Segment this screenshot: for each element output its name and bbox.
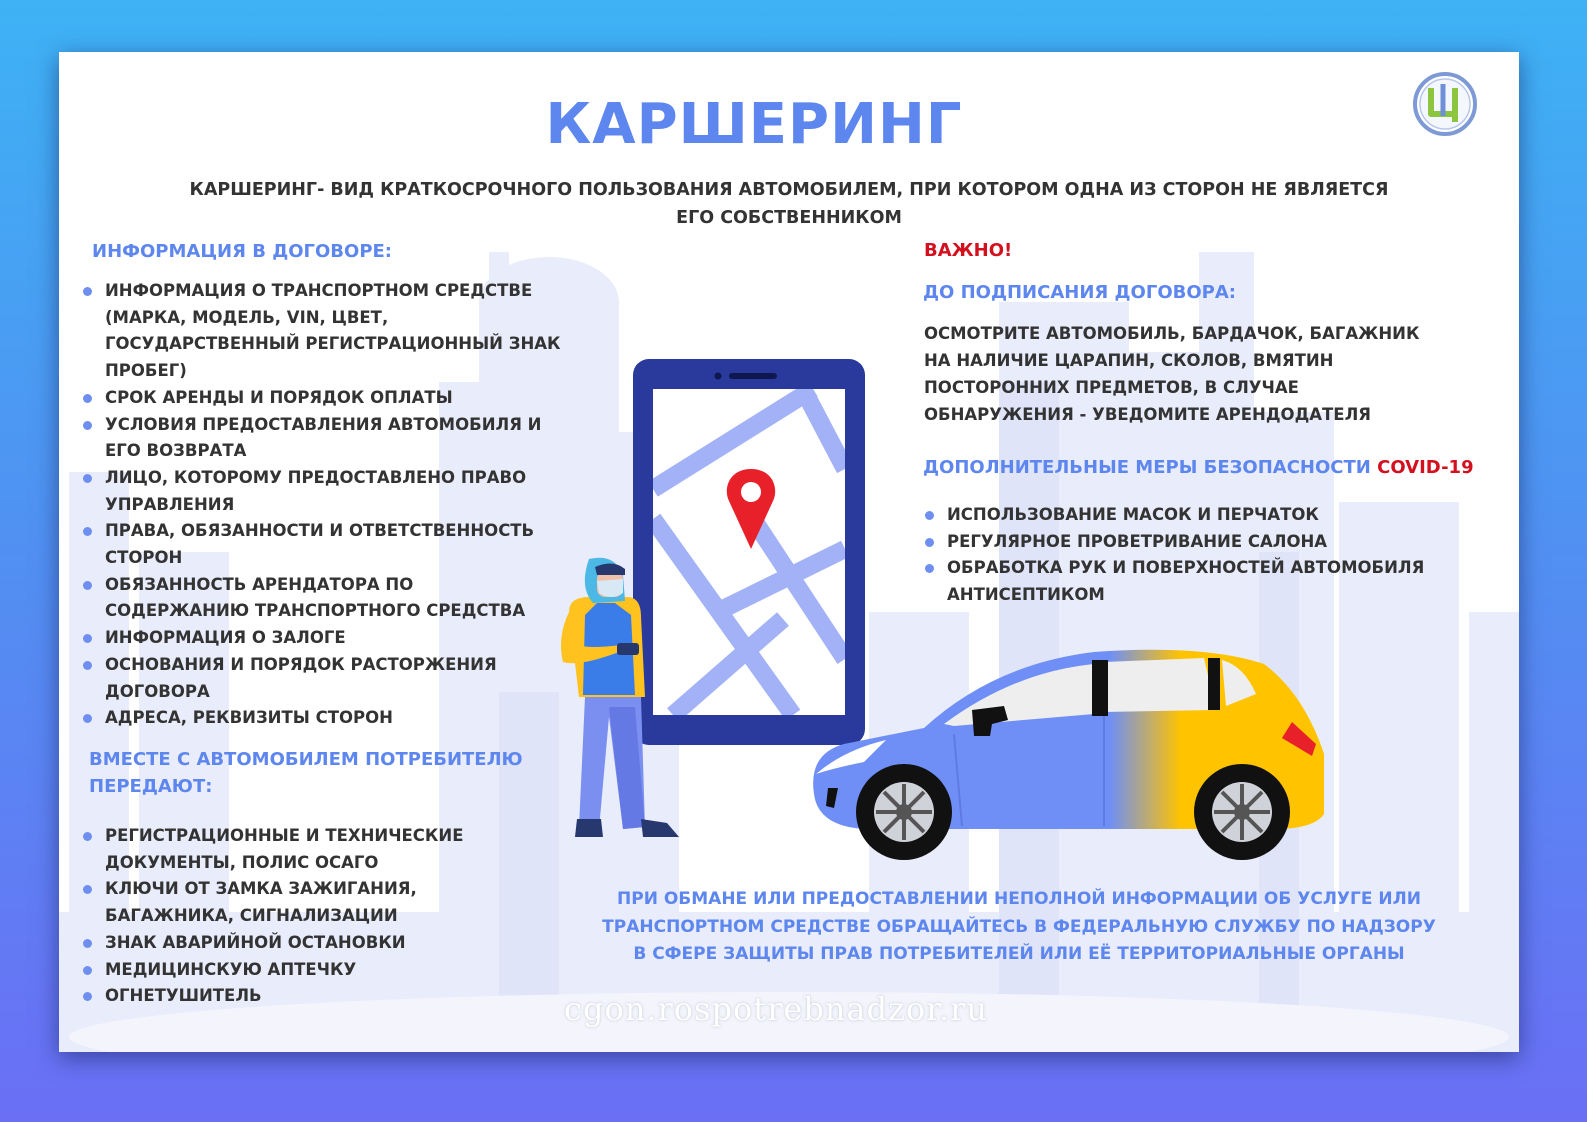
covid-list (925, 502, 1425, 609)
list-item: КЛЮЧИ ОТ ЗАМКА ЗАЖИГАНИЯ, БАГАЖНИКА, СИГНАЛИЗАЦИИ (83, 876, 543, 929)
wheel-front (856, 764, 952, 860)
important-label: ВАЖНО! (924, 240, 1013, 261)
page-title: КАРШЕРИНГ (545, 92, 963, 157)
covid-heading: ДОПОЛНИТЕЛЬНЫЕ МЕРЫ БЕЗОПАСНОСТИ COVID-19 (923, 457, 1474, 478)
contract-list (83, 278, 561, 732)
before-signing-heading: ДО ПОДПИСАНИЯ ДОГОВОРА: (923, 282, 1236, 303)
list-item: ОБРАБОТКА РУК И ПОВЕРХНОСТЕЙ АВТОМОБИЛЯ АНТИСЕПТИКОМ (925, 555, 1425, 608)
before-signing-text: ОСМОТРИТЕ АВТОМОБИЛЬ, БАРДАЧОК, БАГАЖНИК НА НАЛИЧИЕ ЦАРАПИН, СКОЛОВ, ВМЯТИН ПОСТОРОННИХ ПРЕДМЕТОВ, В СЛУЧАЕ ОБНАРУЖЕНИЯ - УВЕДОМИТЕ АРЕНДОДАТЕЛЯ (924, 324, 1420, 424)
website-watermark: cgon.rospotrebnadzor.ru (564, 990, 988, 1028)
handover-heading: ВМЕСТЕ С АВТОМОБИЛЕМ ПОТРЕБИТЕЛЮ ПЕРЕДАЮТ: (89, 749, 523, 797)
poster-card (59, 52, 1519, 1052)
covid-word: COVID-19 (1377, 457, 1474, 478)
person-with-phone-illustration (549, 557, 699, 842)
handover-list (83, 823, 543, 1010)
wheel-rear (1194, 764, 1290, 860)
list-item: МЕДИЦИНСКУЮ АПТЕЧКУ (83, 957, 543, 984)
list-item: СРОК АРЕНДЫ И ПОРЯДОК ОПЛАТЫ (83, 385, 561, 412)
list-item: АДРЕСА, РЕКВИЗИТЫ СТОРОН (83, 705, 561, 732)
list-item: ОГНЕТУШИТЕЛЬ (83, 983, 543, 1010)
page-subtitle: КАРШЕРИНГ- ВИД КРАТКОСРОЧНОГО ПОЛЬЗОВАНИЯ АВТОМОБИЛЕМ, ПРИ КОТОРОМ ОДНА ИЗ СТОРОН НЕ ЯВЛЯЕТСЯ ЕГО СОБСТВЕННИКОМ (189, 180, 1389, 228)
carsharing-car-illustration (804, 644, 1329, 869)
list-item: ЗНАК АВАРИЙНОЙ ОСТАНОВКИ (83, 930, 543, 957)
list-item: ПРАВА, ОБЯЗАННОСТИ И ОТВЕТСТВЕННОСТЬ СТОРОН (83, 518, 561, 571)
list-item: ОСНОВАНИЯ И ПОРЯДОК РАСТОРЖЕНИЯ ДОГОВОРА (83, 652, 561, 705)
complaint-note: ПРИ ОБМАНЕ ИЛИ ПРЕДОСТАВЛЕНИИ НЕПОЛНОЙ ИНФОРМАЦИИ ОБ УСЛУГЕ ИЛИ ТРАНСПОРТНОМ СРЕДСТВЕ ОБРАЩАЙТЕСЬ В ФЕДЕРАЛЬНУЮ СЛУЖБУ ПО НАДЗОРУ В СФЕРЕ ЗАЩИТЫ ПРАВ ПОТРЕБИТЕЛЕЙ ИЛИ ЕЁ ТЕРРИТОРИАЛЬНЫЕ ОРГАНЫ (602, 889, 1436, 964)
list-item: ОБЯЗАННОСТЬ АРЕНДАТОРА ПО СОДЕРЖАНИЮ ТРАНСПОРТНОГО СРЕДСТВА (83, 572, 561, 625)
list-item: ИСПОЛЬЗОВАНИЕ МАСОК И ПЕРЧАТОК (925, 502, 1425, 529)
list-item: ИНФОРМАЦИЯ О ТРАНСПОРТНОМ СРЕДСТВЕ (МАРКА, МОДЕЛЬ, VIN, ЦВЕТ, ГОСУДАРСТВЕННЫЙ РЕГИСТРАЦИОННЫЙ ЗНАК ПРОБЕГ) (83, 278, 561, 385)
list-item: РЕГИСТРАЦИОННЫЕ И ТЕХНИЧЕСКИЕ ДОКУМЕНТЫ, ПОЛИС ОСАГО (83, 823, 543, 876)
list-item: РЕГУЛЯРНОЕ ПРОВЕТРИВАНИЕ САЛОНА (925, 529, 1425, 556)
contract-heading: ИНФОРМАЦИЯ В ДОГОВОРЕ: (92, 241, 393, 262)
list-item: ИНФОРМАЦИЯ О ЗАЛОГЕ (83, 625, 561, 652)
list-item: ЛИЦО, КОТОРОМУ ПРЕДОСТАВЛЕНО ПРАВО УПРАВЛЕНИЯ (83, 465, 561, 518)
list-item: УСЛОВИЯ ПРЕДОСТАВЛЕНИЯ АВТОМОБИЛЯ И ЕГО ВОЗВРАТА (83, 412, 561, 465)
